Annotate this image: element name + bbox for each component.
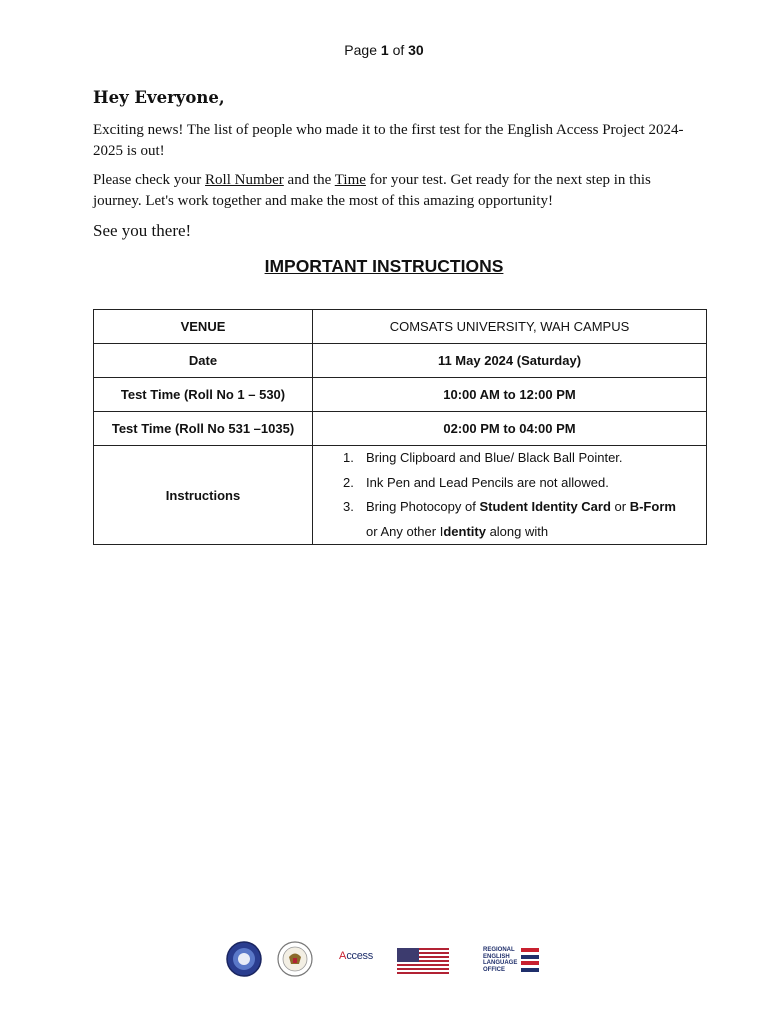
instructions-list (313, 446, 706, 544)
table-row (94, 446, 707, 545)
greeting: Hey Everyone, (93, 88, 225, 107)
date-value: 11 May 2024 (Saturday) (313, 344, 707, 378)
instructions-cell (313, 446, 707, 545)
instruction-3-identity: dentity (443, 523, 486, 539)
page-total: 30 (408, 42, 424, 58)
instruction-1: Bring Clipboard and Blue/ Black Ball Pointer. (366, 450, 623, 465)
table-row (94, 344, 707, 378)
venue-value: COMSATS UNIVERSITY, WAH CAMPUS (313, 310, 707, 344)
list-number: 1. (343, 450, 354, 465)
venue-label: VENUE (94, 310, 313, 344)
page-number (0, 42, 768, 58)
list-item (313, 495, 706, 544)
list-item (313, 446, 706, 471)
relo-line-3: LANGUAGE (483, 960, 518, 966)
footer-logos (225, 940, 545, 980)
embassy-seal-logo (275, 940, 315, 978)
relo-line-4: OFFICE (483, 966, 505, 973)
roll-number-text: Roll Number (205, 172, 284, 188)
check-details-paragraph (93, 170, 693, 211)
access-logo: Access (339, 950, 373, 962)
test-time-1-label: Test Time (Roll No 1 – 530) (94, 378, 313, 412)
university-seal-logo (225, 940, 265, 978)
instruction-3-student-id: Student Identity Card (479, 499, 611, 514)
page-current: 1 (380, 42, 389, 58)
instruction-2: Ink Pen and Lead Pencils are not allowed. (366, 474, 609, 490)
test-time-1-value: 10:00 AM to 12:00 PM (313, 378, 707, 412)
page-prefix: Page (344, 42, 377, 58)
para2-text-b: and the (283, 172, 335, 188)
relo-logo (483, 947, 543, 973)
instruction-3-bform: B-Form (629, 499, 676, 514)
instruction-3-c: or (610, 499, 630, 514)
instructions-label: Instructions (94, 446, 313, 545)
date-label: Date (94, 344, 313, 378)
list-number: 2. (343, 474, 354, 490)
instruction-3-g: along with (485, 523, 549, 539)
test-time-2-value: 02:00 PM to 04:00 PM (313, 412, 707, 446)
instruction-3-e: or Any other I (366, 523, 444, 539)
announcement-paragraph: Exciting news! The list of people who made it to the first test for the English Access Project 2024-2025 is out! (93, 122, 684, 159)
closing-line: See you there! (93, 221, 192, 240)
list-number: 3. (343, 499, 354, 514)
instructions-table (93, 309, 707, 545)
table-row (94, 310, 707, 344)
time-text: Time (334, 172, 366, 188)
para2-text-c: for your test. Get ready for the next step in this journey. Let's work together and make the most of this amazing opportunity! (93, 172, 651, 209)
relo-line-2: ENGLISH (483, 953, 510, 960)
table-row (94, 378, 707, 412)
instruction-3-a: Bring Photocopy of (366, 499, 480, 514)
relo-line-1: REGIONAL (483, 947, 515, 953)
para2-text-a: Please check your (93, 172, 206, 188)
table-row (94, 412, 707, 446)
list-item (313, 471, 706, 496)
instructions-heading: IMPORTANT INSTRUCTIONS (264, 256, 504, 276)
page-of: of (392, 42, 405, 58)
us-flag-logo (397, 948, 449, 974)
test-time-2-label: Test Time (Roll No 531 –1035) (94, 412, 313, 446)
